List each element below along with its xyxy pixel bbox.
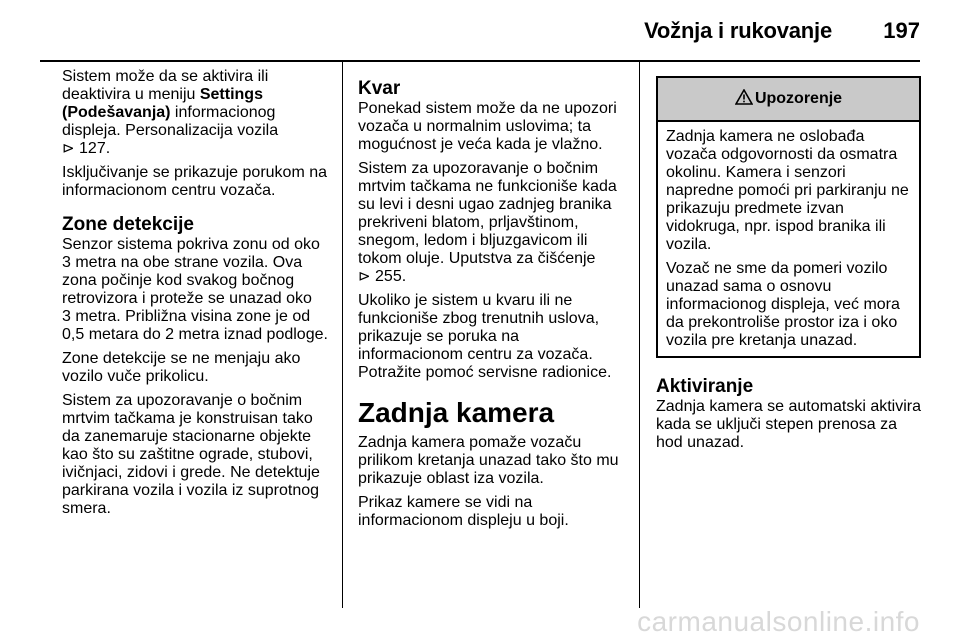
text-line: informacionom displeju u boji.: [358, 512, 569, 529]
text-line: vozača odgovornosti da osmatra: [666, 146, 898, 163]
paragraph: [666, 260, 911, 350]
paragraph: [358, 160, 624, 286]
text-line: mogućnost je veća kada je vlažno.: [358, 136, 603, 153]
text-line: smera.: [62, 500, 111, 517]
paragraph: [666, 128, 911, 254]
text-line: vozilo vuče prikolicu.: [62, 368, 209, 385]
text-line: Vozač ne sme da pomeri vozilo: [666, 260, 888, 277]
text-line: mrtvim tačkama je konstruisan tako: [62, 410, 313, 427]
text-line: da zanemaruje stacionarne objekte: [62, 428, 312, 445]
text-line: Zadnja kamera pomaže vozaču: [358, 434, 582, 451]
text-line: prikazuju predmete izvan: [666, 200, 844, 217]
text-line: informacionom centru za vozača.: [358, 346, 593, 363]
text-line: 0,5 metara do 2 metra iznad podloge.: [62, 326, 328, 343]
warning-triangle-icon: [735, 89, 753, 110]
text-line: Potražite pomoć servisne radionice.: [358, 364, 612, 381]
column-divider-1: [342, 62, 343, 608]
text-line: prekriveni blatom, prljavštinom,: [358, 214, 579, 231]
text-line: snegom, ledom i bljuzgavicom ili: [358, 232, 588, 249]
column-divider-2: [639, 62, 640, 608]
arrow-ref-icon: ⊳: [358, 268, 371, 285]
menu-term: (Podešavanja): [62, 104, 171, 121]
text-line: Senzor sistema pokriva zonu od oko: [62, 236, 320, 253]
text-line: kao što su zaštitne ograde, stubovi,: [62, 446, 313, 463]
text-line: unazad sama o osnovu: [666, 278, 832, 295]
text-line: vozila.: [666, 236, 712, 253]
text-line: informacionog displeja, već mora: [666, 296, 900, 313]
warning-box: [656, 76, 921, 358]
text-line: Sistem može da se aktivira ili: [62, 68, 269, 85]
text-line: tokom oluje. Uputstva za čišćenje: [358, 250, 596, 267]
column-3: [656, 76, 921, 458]
text-line: prikazuje oblast iza vozila.: [358, 470, 544, 487]
paragraph: [62, 236, 332, 344]
warning-body: [658, 122, 919, 356]
heading-rear-camera: Zadnja kamera: [358, 397, 555, 428]
paragraph: [358, 100, 624, 154]
paragraph: [656, 398, 921, 452]
text-line: Sistem za upozoravanje o bočnim: [358, 160, 599, 177]
warning-title: Upozorenje: [754, 90, 843, 107]
section-title: Vožnja i rukovanje: [644, 18, 832, 43]
heading-malfunction: Kvar: [358, 78, 401, 99]
paragraph: [358, 434, 624, 488]
text-line: mrtvim tačkama ne funkcioniše kada: [358, 178, 617, 195]
text-line: napredne pomoći pri parkiranju ne: [666, 182, 909, 199]
cross-reference[interactable]: [358, 268, 624, 286]
text-line: prikazuje se poruka na: [358, 328, 519, 345]
text-line: [62, 104, 332, 122]
text-line: Zadnja kamera ne oslobađa: [666, 128, 865, 145]
arrow-ref-icon: ⊳: [62, 140, 75, 157]
page-ref: 255.: [375, 268, 407, 285]
text-line: da prekontroliše prostor iza i oko: [666, 314, 898, 331]
text-line: parkirana vozila i vozila iz suprotnog: [62, 482, 320, 499]
menu-term: Settings: [199, 86, 263, 103]
text-line: Zone detekcije se ne menjaju ako: [62, 350, 301, 367]
text-line: Prikaz kamere se vidi na: [358, 494, 533, 511]
paragraph: [62, 68, 332, 158]
page-ref: 127.: [79, 140, 111, 157]
text-line: retrovizora i proteže se unazad oko: [62, 290, 312, 307]
header-rule: [40, 60, 920, 62]
heading-activation: Aktiviranje: [656, 376, 754, 397]
text-line: displeja. Personalizacija vozila: [62, 122, 279, 139]
text-line: 3 metra na obe strane vozila. Ova: [62, 254, 303, 271]
paragraph: [62, 392, 332, 518]
warning-header: [658, 78, 919, 122]
heading-zone-detection: Zone detekcije: [62, 214, 194, 235]
text-line: vozača u normalnim uslovima; ta: [358, 118, 591, 135]
column-1: [62, 68, 332, 524]
watermark: carmanualsonline.info: [637, 606, 920, 637]
page-number: 197: [883, 18, 920, 43]
column-2: [358, 72, 624, 536]
text-line: informacionom centru vozača.: [62, 182, 276, 199]
text-line: Isključivanje se prikazuje porukom na: [62, 164, 328, 181]
text-run: informacionog: [170, 104, 276, 121]
text-line: Ukoliko je sistem u kvaru ili ne: [358, 292, 573, 309]
text-line: zona počinje kod svakog bočnog: [62, 272, 295, 289]
text-run: deaktivira u meniju: [62, 86, 200, 103]
text-line: vidokruga, npr. ispod branika ili: [666, 218, 886, 235]
paragraph: [62, 164, 332, 200]
text-line: Sistem za upozoravanje o bočnim: [62, 392, 303, 409]
text-line: kada se uključi stepen prenosa za: [656, 416, 898, 433]
text-line: prilikom kretanja unazad tako što mu: [358, 452, 619, 469]
text-line: 3 metra. Približna visina zone je od: [62, 308, 311, 325]
text-line: su levi i desni ugao zadnjeg branika: [358, 196, 612, 213]
cross-reference[interactable]: [62, 140, 332, 158]
text-line: ivičnjaci, zidovi i grede. Ne detektuje: [62, 464, 320, 481]
text-line: okolinu. Kamera i senzori: [666, 164, 846, 181]
paragraph: [358, 292, 624, 382]
text-line: Ponekad sistem može da ne upozori: [358, 100, 617, 117]
text-line: funkcioniše zbog trenutnih uslova,: [358, 310, 600, 327]
text-line: vozila pre kretanja unazad.: [666, 332, 858, 349]
text-line: [62, 86, 332, 104]
paragraph: [62, 350, 332, 386]
text-line: hod unazad.: [656, 434, 745, 451]
text-line: Zadnja kamera se automatski aktivira: [656, 398, 921, 415]
paragraph: [358, 494, 624, 530]
